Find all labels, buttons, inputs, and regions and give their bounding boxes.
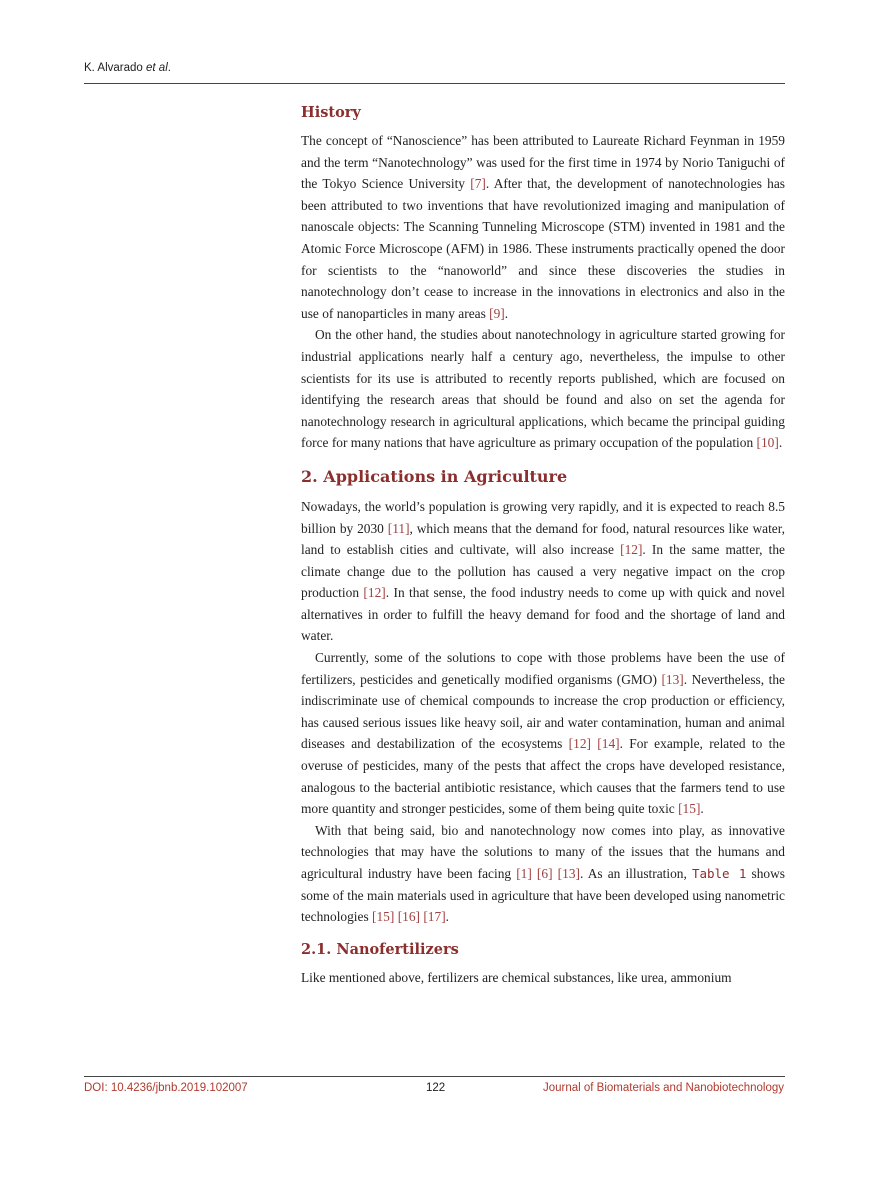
article-body: [301, 96, 785, 988]
paragraph: With that being said, bio and nanotechnology now comes into play, as innovative technologies that may have the solutions to many of the issues that the humans and agricultural industry have been facing [1] [6] [13]. As an illustration, Table 1 shows some of the main materials used in agriculture that have been developed using nanometric technologies [15] [16] [17].: [301, 822, 786, 925]
citation-link[interactable]: [15] [16] [17]: [372, 909, 446, 925]
citation-link[interactable]: [12] [14]: [568, 736, 620, 752]
citation-link[interactable]: [9]: [489, 305, 505, 321]
paragraph: On the other hand, the studies about nanotechnology in agriculture started growing for industrial applications nearly half a century ago, nevertheless, the impulse to other scientists for its use is attributed to recently reports published, which are focused on identifying the research areas that should be found and also on set the agenda for nanotechnology research in agricultural applications, which became the principal guiding force for many nations that have agriculture as primary occupation of the population [10].: [301, 327, 785, 451]
page-number: 122: [426, 1082, 446, 1094]
citation-link[interactable]: [12]: [620, 542, 643, 558]
doi-link[interactable]: DOI: 10.4236/jbnb.2019.102007: [84, 1082, 248, 1094]
subsection-heading-nanofertilizers: 2.1. Nanofertilizers: [301, 940, 459, 958]
citation-link[interactable]: [11]: [387, 520, 410, 536]
header-dot: .: [167, 62, 171, 74]
paragraph: Like mentioned above, fertilizers are chemical substances, like urea, ammonium: [301, 969, 732, 985]
running-header: [84, 62, 171, 74]
footer-rule: [84, 1076, 785, 1077]
citation-link[interactable]: [7]: [470, 176, 486, 192]
header-et-al: et al: [146, 62, 168, 74]
section-heading-history: History: [301, 104, 361, 121]
citation-link[interactable]: [13]: [661, 671, 684, 687]
journal-link[interactable]: Journal of Biomaterials and Nanobiotechnology: [542, 1082, 784, 1094]
section-heading-applications: 2. Applications in Agriculture: [301, 466, 568, 486]
citation-link[interactable]: [1] [6] [13]: [516, 866, 580, 881]
citation-link[interactable]: [12]: [363, 585, 386, 601]
header-rule: [84, 83, 785, 84]
header-authors: K. Alvarado: [84, 62, 147, 74]
paragraph: Nowadays, the world’s population is growing very rapidly, and it is expected to reach 8.5 billion by 2030 [11], which means that the demand for food, natural resources like water, land to establish cities and cultivate, will also increase [12]. In the same matter, the climate change due to the pollution has caused a very negative impact on the crop production [12]. In that sense, the food industry needs to come up with quick and novel alternatives in order to fulfill the heavy demand for food and the shortage of land and water.: [301, 498, 785, 644]
paragraph: The concept of “Nanoscience” has been attributed to Laureate Richard Feynman in 1959 and the term “Nanotechnology” was used for the first time in 1974 by Norio Taniguchi of the Tokyo Science University [7]. After that, the development of nanotechnologies has been attributed to two inventions that have revolutionized imaging and manipulation of nanoscale objects: The Scanning Tunneling Microscope (STM) invented in 1981 and the Atomic Force Microscope (AFM) in 1986. These instruments practically opened the door for scientists to the “nanoworld” and since these discoveries the studies in nanotechnology don’t cease to increase in the innovations in electronics and also in the use of nanoparticles in many areas [9].: [301, 133, 785, 321]
table-reference-link[interactable]: Table 1: [691, 866, 747, 881]
paragraph: Currently, some of the solutions to cope with those problems have been the use of fertilizers, pesticides and genetically modified organisms (GMO) [13]. Nevertheless, the indiscriminate use of chemical compounds to increase the crop production or efficiency, has caused serious issues like heavy soil, air and water contamination, human and animal diseases and destabilization of the ecosystems [12] [14]. For example, related to the overuse of pesticides, many of the pests that affect the crops have developed resistance, analogous to the bacterial antibiotic resistance, which causes that the farmers tend to use more quantity and stronger pesticides, some of them being quite toxic [15].: [301, 650, 786, 817]
citation-link[interactable]: [15]: [678, 801, 701, 817]
citation-link[interactable]: [10]: [756, 435, 779, 451]
